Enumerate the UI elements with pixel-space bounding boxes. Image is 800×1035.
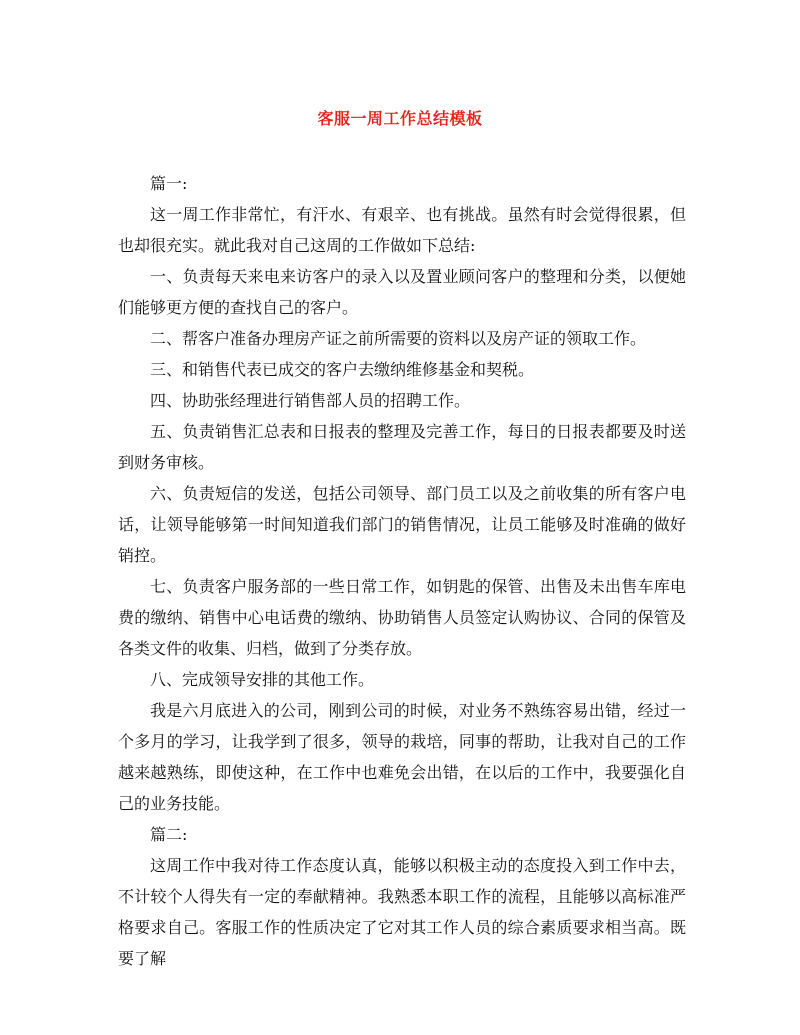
- list-item-3: 三、和销售代表已成交的客户去缴纳维修基金和契税。: [150, 360, 535, 379]
- list-item-8: 八、完成领导安排的其他工作。: [150, 670, 375, 689]
- paragraph-section-2: 这周工作中我对待工作态度认真，能够以积极主动的态度投入到工作中去，不计较个人得失有一定的奉献精神。我熟悉本职工作的流程，且能够以高标准严格要求自己。客服工作的性质决定了它对其工作人员的综合素质要求相当高。既要了解: [118, 856, 686, 968]
- list-item-2: 二、帮客户准备办理房产证之前所需要的资料以及房产证的领取工作。: [150, 329, 647, 348]
- document-title: 客服一周工作总结模板: [317, 109, 483, 128]
- section-heading-2: 篇二:: [150, 825, 188, 844]
- paragraph-reflection: 我是六月底进入的公司，刚到公司的时候，对业务不熟练容易出错，经过一个多月的学习，让我学到了很多，领导的栽培，同事的帮助，让我对自己的工作越来越熟练，即使这种，在工作中也难免会出错，在以后的工作中，我要强化自己的业务技能。: [118, 701, 686, 813]
- list-item-1: 一、负责每天来电来访客户的录入以及置业顾问客户的整理和分类，以便她们能够更方便的查找自己的客户。: [118, 267, 686, 317]
- document-body: [118, 168, 686, 974]
- list-item-5: 五、负责销售汇总表和日报表的整理及完善工作，每日的日报表都要及时送到财务审核。: [118, 422, 686, 472]
- list-item-7: 七、负责客户服务部的一些日常工作，如钥匙的保管、出售及未出售车库电费的缴纳、销售中心电话费的缴纳、协助销售人员签定认购协议、合同的保管及各类文件的收集、归档，做到了分类存放。: [118, 577, 686, 658]
- section-heading-1: 篇一:: [150, 174, 188, 193]
- paragraph-intro: 这一周工作非常忙，有汗水、有艰辛、也有挑战。虽然有时会觉得很累，但也却很充实。就此我对自己这周的工作做如下总结:: [118, 205, 686, 255]
- list-item-4: 四、协助张经理进行销售部人员的招聘工作。: [150, 391, 471, 410]
- list-item-6: 六、负责短信的发送，包括公司领导、部门员工以及之前收集的所有客户电话，让领导能够第一时间知道我们部门的销售情况，让员工能够及时准确的做好销控。: [118, 484, 686, 565]
